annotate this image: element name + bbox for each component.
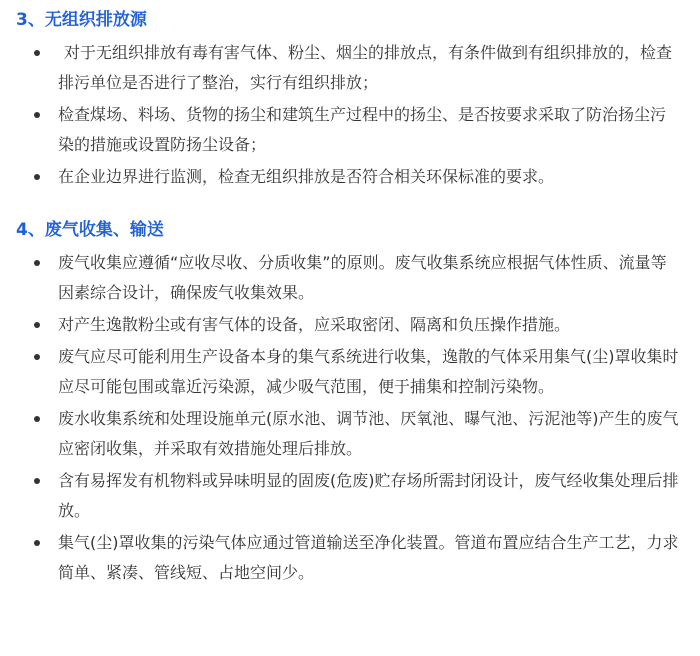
list-item-text: 在企业边界进行监测，检查无组织排放是否符合相关环保标准的要求。 (58, 167, 555, 186)
bullet-list (16, 248, 686, 588)
list-item-text: 废水收集系统和处理设施单元(原水池、调节池、厌氧池、曝气池、污泥池等)产生的废气应密闭收集，并采取有效措施处理后排放。 (58, 409, 679, 458)
bullet-dot-icon (34, 416, 40, 422)
list-item-text: 废气应尽可能利用生产设备本身的集气系统进行收集，逸散的气体采用集气(尘)罩收集时应尽可能包围或靠近污染源，减少吸气范围，便于捕集和控制污染物。 (58, 347, 679, 396)
list-item (16, 162, 686, 192)
list-item (16, 342, 686, 402)
bullet-dot-icon (34, 50, 40, 56)
section-heading: 4、废气收集、输送 (16, 220, 164, 240)
section-unorganized-emission (16, 8, 686, 192)
list-item (16, 248, 686, 308)
bullet-dot-icon (34, 174, 40, 180)
list-item (16, 100, 686, 160)
list-item-text: 集气(尘)罩收集的污染气体应通过管道输送至净化装置。管道布置应结合生产工艺，力求简单、紧凑、管线短、占地空间少。 (58, 533, 679, 582)
list-item-text: 对产生逸散粉尘或有害气体的设备，应采取密闭、隔离和负压操作措施。 (58, 315, 571, 334)
bullet-dot-icon (34, 260, 40, 266)
list-item-text: 含有易挥发有机物料或异味明显的固废(危废)贮存场所需封闭设计，废气经收集处理后排放。 (58, 471, 679, 520)
list-item-text: 对于无组织排放有毒有害气体、粉尘、烟尘的排放点，有条件做到有组织排放的，检查排污单位是否进行了整治，实行有组织排放； (58, 43, 673, 92)
bullet-dot-icon (34, 322, 40, 328)
bullet-dot-icon (34, 354, 40, 360)
list-item-text: 废气收集应遵循“应收尽收、分质收集”的原则。废气收集系统应根据气体性质、流量等因素综合设计，确保废气收集效果。 (58, 253, 667, 302)
list-item-text: 检查煤场、料场、货物的扬尘和建筑生产过程中的扬尘、是否按要求采取了防治扬尘污染的措施或设置防扬尘设备； (58, 105, 667, 154)
list-item (16, 466, 686, 526)
bullet-dot-icon (34, 478, 40, 484)
bullet-list (16, 38, 686, 192)
section-exhaust-collection (16, 218, 686, 588)
list-item (16, 310, 686, 340)
section-heading: 3、无组织排放源 (16, 10, 147, 30)
bullet-dot-icon (34, 112, 40, 118)
list-item (16, 404, 686, 464)
list-item (16, 528, 686, 588)
list-item (16, 38, 686, 98)
bullet-dot-icon (34, 540, 40, 546)
